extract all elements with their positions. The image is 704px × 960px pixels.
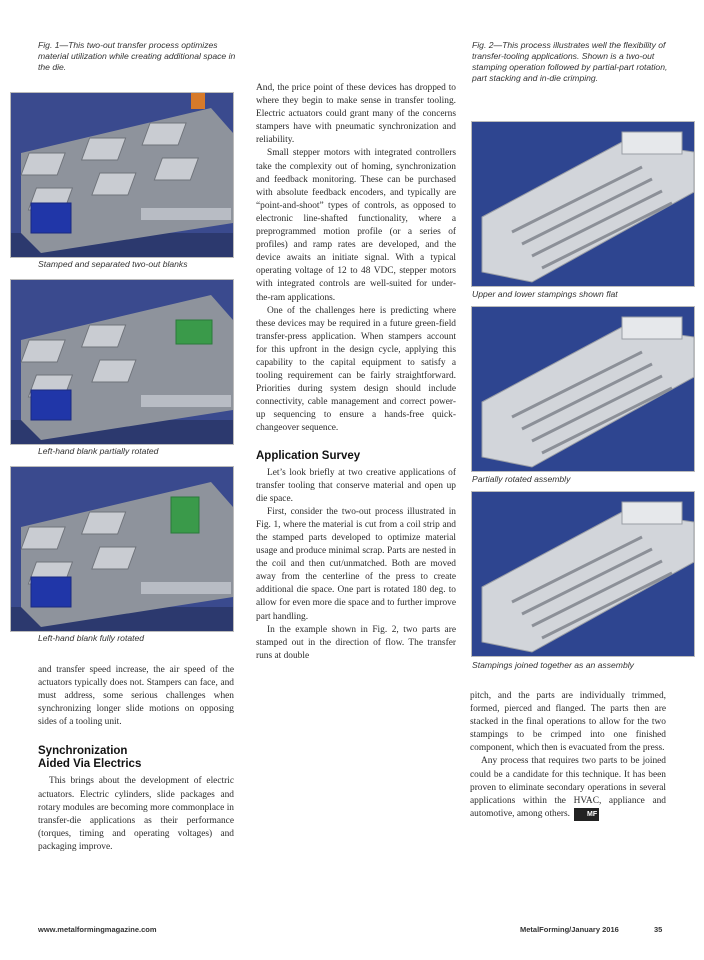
col3-paragraph-2 bbox=[470, 755, 666, 820]
fig2-image-1 bbox=[471, 121, 695, 287]
synchronization-heading bbox=[38, 745, 234, 771]
fig2-caption: Fig. 2—This process illustrates well the flexibility of transfer-tooling applications. Shown is a two-out stamping operation followed by partial-part rotation, part stacking and in-die crimping. bbox=[472, 40, 668, 83]
col2-paragraph-4: Let’s look briefly at two creative applications of transfer tooling that conserve material and open up die space. bbox=[256, 467, 456, 504]
col1-paragraph-2: This brings about the development of electric actuators. Electric cylinders, slide packages and rotary modules are becoming more commonplace in transfer-die applications as their performance (torques, timing and operating voltages) and packaging improve. bbox=[38, 776, 234, 852]
column-1 bbox=[38, 664, 234, 854]
col2-paragraph-3: One of the challenges here is predicting where these devices may be required in a future green-field transfer-press application. When stampers account for this upfront in the design cycle, applying this capability to the capital equipment to satisfy a tooling requirement can be fairly straightforward. Priorities during system design should include connectivity, cable management and correct power-up sequencing to ensure a hands-free quick-changeover sequence. bbox=[256, 305, 456, 434]
col2-paragraph-1: And, the price point of these devices has dropped to where they begin to make sense in transfer tooling. Electric actuators could grant many of the concerns stampers have with pneumatic synchronization and reliability. bbox=[256, 83, 456, 146]
fig1-panel-1-caption: Stamped and separated two-out blanks bbox=[38, 259, 188, 269]
fig1-illustration-2 bbox=[11, 280, 233, 444]
column-2 bbox=[256, 82, 456, 663]
fig1-image-2 bbox=[10, 279, 234, 445]
footer-publication: MetalForming/January 2016 bbox=[520, 925, 619, 934]
fig2-panel-2-caption: Partially rotated assembly bbox=[472, 474, 571, 484]
fig2-panel-3-caption: Stampings joined together as an assembly bbox=[472, 660, 634, 670]
fig1-caption: Fig. 1—This two-out transfer process optimizes material utilization while creating additional space in the die. bbox=[38, 40, 236, 72]
synchronization-heading-line-2: Aided Via Electrics bbox=[38, 758, 142, 771]
col3-paragraph-1: pitch, and the parts are individually trimmed, formed, pierced and flanged. The parts then are stacked in the final operations to allow for the two stampings to be crimped into one finished component, which then is evacuated from the press. bbox=[470, 691, 666, 754]
fig1-panel-2-caption: Left-hand blank partially rotated bbox=[38, 446, 159, 456]
application-survey-heading: Application Survey bbox=[256, 449, 361, 462]
footer-page-number: 35 bbox=[654, 925, 663, 934]
fig2-illustration-1 bbox=[472, 122, 694, 286]
fig2-image-3 bbox=[471, 491, 695, 657]
fig1-image-3 bbox=[10, 466, 234, 632]
fig1-panel-3-caption: Left-hand blank fully rotated bbox=[38, 633, 145, 643]
col2-paragraph-6: In the example shown in Fig. 2, two parts are stamped out in the direction of flow. The transfer runs at double bbox=[256, 624, 456, 661]
fig1-illustration-1 bbox=[11, 93, 233, 257]
fig1-illustration-3 bbox=[11, 467, 233, 631]
footer-website: www.metalformingmagazine.com bbox=[38, 925, 157, 934]
col2-paragraph-5: First, consider the two-out process illustrated in Fig. 1, where the material is cut from a coil strip and the stamped parts developed to optimize material usage and produce minimal scrap. Parts are nested in the coil and then cut/unmatched. Both are moved away from the centerline of the press to create additional die space. One part is rotated 180 deg. to allow for even more die space and to further improve part handling. bbox=[256, 506, 456, 622]
col1-paragraph-1: and transfer speed increase, the air speed of the actuators typically does not. Stampers can face, and must address, some serious challenges when synchronizing longer slide motions on opposing sides of a tooling unit. bbox=[38, 665, 234, 728]
fig1-image-1 bbox=[10, 92, 234, 258]
col3-paragraph-2-text: Any process that requires two parts to be joined could be a candidate for this technique. It has been proven to eliminate secondary operations in several applications within the HVAC, appliance and automotive, among others. bbox=[470, 756, 666, 819]
end-of-article-mark: MF bbox=[574, 808, 599, 821]
col2-paragraph-2: Small stepper motors with integrated controllers take the complexity out of homing, synchronization and feedback monitoring. These can be purchased with absolute feedback encoders, and typically are “point-and-shoot” types of controls, as opposed to electronic line-shafted functionality, where a preprogrammed motion profile (or a series of profiles) and ramp rates are developed, and the device awaits an initiate signal. With a typical operating voltage of 12 to 48 VDC, stepper motors with integrated controls are well-suited for under-the-ram applications. bbox=[256, 148, 456, 303]
fig2-illustration-2 bbox=[472, 307, 694, 471]
synchronization-heading-line-1: Synchronization bbox=[38, 745, 128, 758]
fig2-panel-1-caption: Upper and lower stampings shown flat bbox=[472, 289, 618, 299]
fig2-image-2 bbox=[471, 306, 695, 472]
fig2-illustration-3 bbox=[472, 492, 694, 656]
column-3 bbox=[470, 690, 666, 821]
